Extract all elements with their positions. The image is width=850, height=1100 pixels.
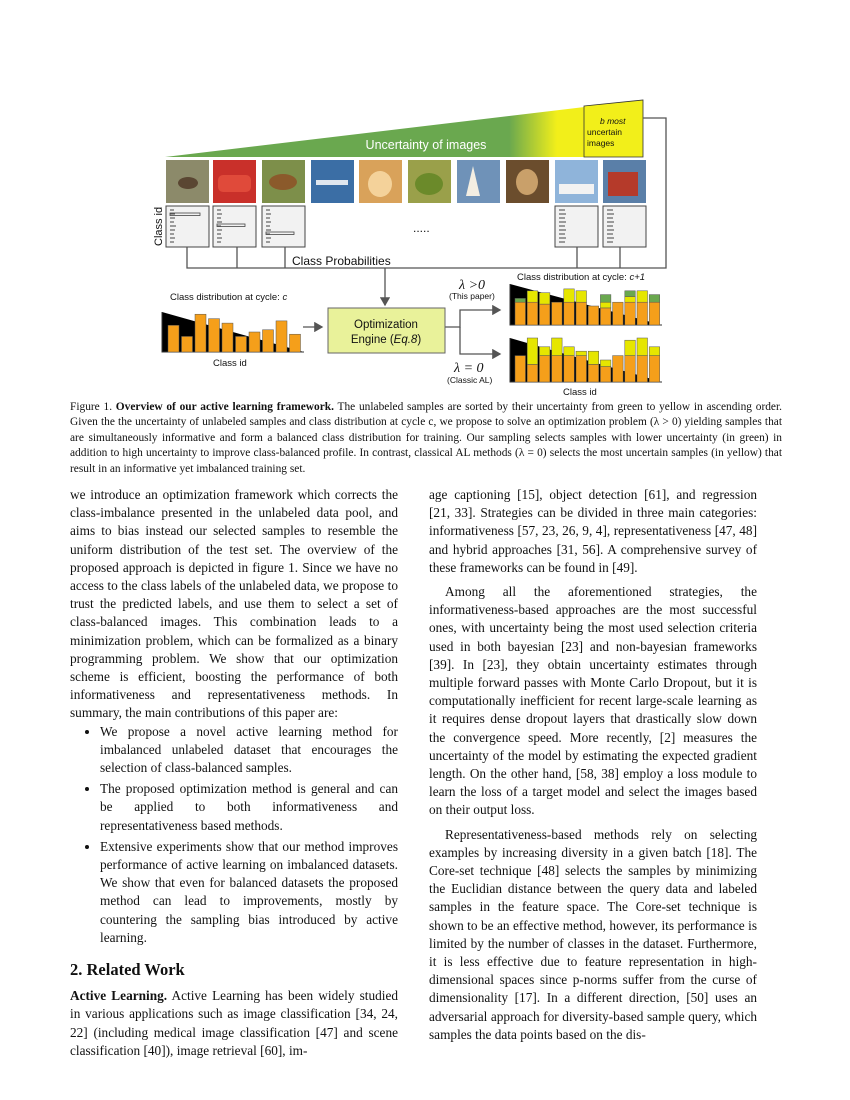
- right-paragraph-3: Representativeness-based methods rely on selecting examples by increasing diversity in a given batch [18]. The Core-set technique [48] selects the samples by minimizing the Euclidian distance between the query data and labeled samples in the feature space. The Core-set technique is shown to be an effective method, however, its performance is limited by the number of classes in the dataset. Furthermore, it is less effective due to feature representation in high-dimensional spaces since p-norms suffer from the curse of dimensionality [17]. In a different direction, [50] uses an adversarial approach for diversity-based sample query, which samples the data points based on the dis-: [429, 826, 757, 1042]
- bar-lambda-zero-orange-2: [527, 364, 538, 382]
- dist-cycle-c-label: Class distribution at cycle: c: [170, 292, 288, 303]
- bar-lambda-zero-yellow-3: [539, 347, 550, 356]
- prob-box-4: [555, 206, 598, 247]
- bar-lambda-zero-orange-1: [515, 356, 526, 382]
- bird-shape: [178, 177, 198, 189]
- bar-lambda-zero-orange-4: [552, 356, 563, 382]
- frog-shape: [415, 173, 443, 195]
- caption-bold: Overview of our active learning framework.: [115, 401, 334, 413]
- class-id-right-label: Class id: [563, 387, 597, 398]
- ellipsis: .....: [413, 221, 430, 235]
- b-most-line1: b most: [600, 116, 626, 126]
- prob-box-5: [603, 206, 646, 247]
- opt-engine-line2: Engine (Eq.8): [350, 334, 422, 346]
- bar-lambda-zero-orange-5: [564, 356, 575, 382]
- bar-cycle-c-6: [236, 336, 247, 352]
- bar-lambda-zero-yellow-5: [564, 347, 575, 356]
- classic-al-label: (Classic AL): [447, 375, 493, 385]
- car-shape: [218, 175, 251, 192]
- lambda-pos-label: λ >0: [459, 278, 486, 293]
- bar-cycle-c-9: [276, 321, 287, 352]
- plane-shape: [316, 180, 348, 185]
- bar-cycle-c-7: [249, 332, 260, 352]
- bar-lambda-pos-orange-3: [539, 304, 550, 325]
- bar-lambda-zero-orange-11: [637, 356, 648, 382]
- bar-lambda-zero-orange-9: [613, 356, 624, 382]
- boat-shape: [559, 184, 594, 194]
- bar-lambda-pos-orange-12: [649, 302, 660, 325]
- contribution-item-3: • Extensive experiments show that our method improves performance of active learning on imbalanced datasets. We show that even for balanced datasets the proposed method can lead to improvements, mostly by countering the sampling bias introduced by active learning.: [100, 838, 398, 947]
- bar-lambda-pos-yellow-3: [539, 293, 550, 304]
- bar-lambda-zero-yellow-2: [527, 338, 538, 364]
- bar-lambda-zero-orange-8: [600, 367, 611, 382]
- caption-text: The unlabeled samples are sorted by their uncertainty from green to yellow in ascending order. Given the the uncertainty of unlabeled samples and class distribution at cycle c, we propose to solve an optimization problem (λ > 0) yielding samples that are simultaneously informative and form a balanced class distribution for training. Our sampling selects samples with lower uncertainty (in green) in addition to high uncertainty to improve class-balanced profile. In contrast, classical AL methods (λ = 0) selects the most uncertain samples (in yellow) that result in an informative yet imbalanced training set.: [70, 401, 782, 475]
- bar-lambda-pos-yellow-11: [637, 291, 648, 302]
- active-learning-text: Active Learning has been widely studied in various applications such as image classification [34, 24, 22] (including medical image classification [47] and scene classification [40]), image retrieval [60], im-: [70, 988, 399, 1058]
- left-paragraph-1: we introduce an optimization framework which corrects the class-imbalance presented in the unlabeled data pool, and aims to bias instead our selected samples to resemble the uniform distribution of the test set. The overview of the proposed approach is depicted in figure 1. Since we have no access to the class labels of the unlabeled data, we propose to trust the predicted labels, and use them to select a set of class-balanced images. This combination leads to a minimization problem, which can be formalized as a binary programming problem. We show that our optimization scheme is efficient, boosting the performance of both informativeness and representativeness methods. In summary, the main contributions of this paper are:: [70, 487, 398, 721]
- bar-lambda-pos-orange-11: [637, 302, 648, 325]
- bar-lambda-pos-orange-4: [552, 302, 563, 325]
- bar-lambda-zero-yellow-8: [600, 360, 611, 367]
- bar-lambda-pos-yellow-6: [576, 291, 587, 302]
- bar-lambda-pos-orange-7: [588, 306, 599, 325]
- dog-shape: [368, 171, 392, 197]
- bar-lambda-zero-yellow-10: [625, 340, 636, 355]
- bar-cycle-c-4: [209, 319, 220, 352]
- bar-lambda-pos-orange-10: [625, 302, 636, 325]
- bar-lambda-pos-orange-2: [527, 302, 538, 325]
- b-most-line2: uncertain: [587, 127, 622, 137]
- opt-engine-line1: Optimization: [354, 319, 418, 331]
- this-paper-label: (This paper): [449, 291, 495, 301]
- contribution-item-1: • We propose a novel active learning method for imbalanced unlabeled dataset that encourages the selection of class-balanced samples.: [100, 723, 398, 778]
- overview-figure: [0, 0, 850, 400]
- cat-shape: [516, 169, 538, 195]
- figure-caption: [70, 400, 782, 477]
- bar-lambda-zero-yellow-11: [637, 338, 648, 356]
- bar-lambda-zero-yellow-6: [576, 351, 587, 355]
- section-heading-related-work: 2. Related Work: [70, 960, 185, 980]
- right-paragraph-1: age captioning [15], object detection [61], and regression [21, 33]. Strategies can be divided in three main categories: informativeness [57, 23, 26, 9, 4], representativeness [47, 48] and hybrid approaches [31, 56]. A comprehensive survey of these frameworks can be found in [49].: [429, 487, 757, 575]
- bar-lambda-pos-green-8: [600, 295, 611, 303]
- bar-cycle-c-8: [263, 330, 274, 352]
- class-id-vertical-label: Class id: [153, 206, 165, 246]
- horse-shape: [269, 174, 297, 190]
- sample-images: [166, 160, 646, 203]
- bar-lambda-zero-orange-6: [576, 356, 587, 382]
- bar-lambda-pos-green-10: [625, 291, 636, 297]
- bar-cycle-c-10: [290, 334, 301, 352]
- bar-lambda-pos-orange-5: [564, 302, 575, 325]
- prob-box-3: [262, 206, 305, 247]
- contributions-list: [70, 723, 398, 947]
- bar-lambda-zero-orange-3: [539, 356, 550, 382]
- bar-lambda-pos-green-1: [515, 298, 526, 302]
- image-ship: [457, 160, 500, 203]
- bar-cycle-c-1: [168, 325, 179, 352]
- bar-lambda-pos-orange-1: [515, 302, 526, 325]
- bar-lambda-zero-orange-7: [588, 364, 599, 382]
- bar-lambda-zero-orange-12: [649, 356, 660, 382]
- bar-lambda-pos-orange-6: [576, 302, 587, 325]
- class-id-left-label: Class id: [213, 358, 247, 369]
- bar-lambda-pos-orange-8: [600, 308, 611, 325]
- bar-lambda-zero-yellow-4: [552, 338, 563, 356]
- active-learning-runin: Active Learning.: [70, 988, 168, 1004]
- truck-shape: [608, 172, 638, 196]
- bar-cycle-c-2: [182, 336, 193, 352]
- bar-lambda-pos-yellow-5: [564, 289, 575, 302]
- prob-box-1: [166, 206, 209, 247]
- bar-lambda-zero-yellow-12: [649, 347, 660, 356]
- bar-lambda-pos-orange-9: [613, 302, 624, 325]
- uncertainty-label: Uncertainty of images: [365, 138, 487, 152]
- dist-cycle-c1-label: Class distribution at cycle: c+1: [517, 272, 646, 283]
- left-column: [70, 486, 398, 1060]
- contribution-item-2: • The proposed optimization method is general and can be applied to both informativeness and representativeness based methods.: [100, 780, 398, 835]
- prob-box-2: [213, 206, 256, 247]
- right-paragraph-2: Among all the aforementioned strategies, the informativeness-based approaches are the most successful ones, with uncertainty being the most used selection criteria used in both bayesian [23] and non-bayesian frameworks [39]. In [23], they obtain uncertainty estimates through multiple forward passes with Monte Carlo Dropout, but it is computationally inefficient for recent large-scale learning as it requires dense dropout layers that drastically slow down the convergence speed. More recently, [2] measures the uncertainty of the model by estimating the expected gradient length. On the other hand, [58, 38] employ a loss module to learn the loss of a target model and select the images based on their output loss.: [429, 584, 757, 818]
- bar-lambda-zero-orange-10: [625, 356, 636, 382]
- bar-cycle-c-3: [195, 314, 206, 352]
- image-boat: [555, 160, 598, 203]
- active-learning-paragraph: [70, 987, 398, 1060]
- bar-lambda-pos-yellow-2: [527, 291, 538, 302]
- bar-cycle-c-5: [222, 323, 233, 352]
- b-most-line3: images: [587, 138, 615, 148]
- class-probabilities-label: Class Probabilities: [292, 254, 391, 268]
- right-column: [429, 486, 757, 1044]
- bar-lambda-zero-yellow-7: [588, 351, 599, 364]
- bar-lambda-pos-yellow-8: [600, 302, 611, 308]
- lambda-zero-label: λ = 0: [454, 361, 484, 376]
- bar-lambda-pos-green-12: [649, 295, 660, 303]
- caption-label: Figure 1.: [70, 401, 116, 413]
- bar-lambda-pos-yellow-10: [625, 297, 636, 303]
